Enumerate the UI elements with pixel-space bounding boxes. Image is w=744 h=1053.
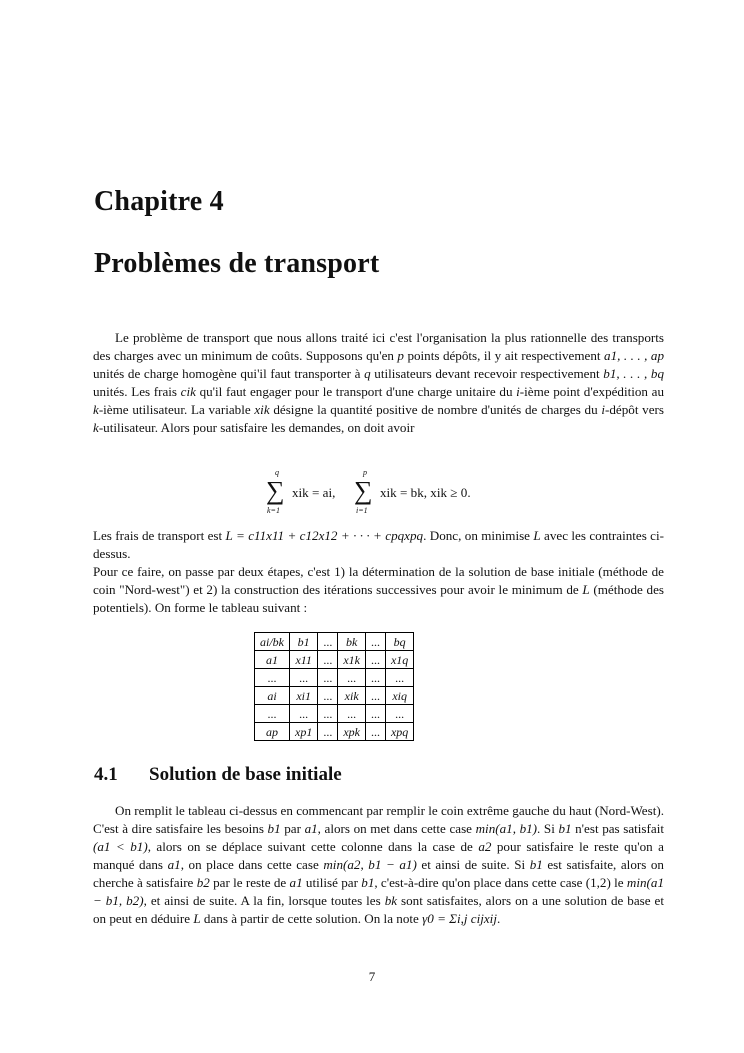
table-cell: ... — [365, 669, 385, 687]
table-cell: ... — [338, 669, 366, 687]
table-cell: xpk — [338, 723, 366, 741]
chapter-title: Problèmes de transport — [94, 248, 380, 279]
sum1-lower: k=1 — [267, 506, 280, 515]
table-cell: xpq — [385, 723, 413, 741]
table-cell: ... — [365, 705, 385, 723]
table-cell: ... — [385, 669, 413, 687]
equation-part2: xik = bk, xik ≥ 0. — [380, 485, 471, 500]
table-row — [255, 651, 414, 669]
table-row — [255, 687, 414, 705]
transport-table — [254, 632, 414, 741]
table-cell: x11 — [290, 651, 318, 669]
table-cell: ... — [365, 633, 385, 651]
sum2-upper: p — [363, 468, 367, 477]
table-cell: bk — [338, 633, 366, 651]
table-row — [255, 705, 414, 723]
table-cell: a1 — [255, 651, 290, 669]
table-cell: ... — [290, 669, 318, 687]
table-cell: ... — [385, 705, 413, 723]
table-cell: ... — [318, 705, 338, 723]
table-cell: ... — [318, 651, 338, 669]
table-cell: ... — [255, 705, 290, 723]
section-number: 4.1 — [94, 764, 118, 785]
chapter-number: Chapitre 4 — [94, 186, 224, 217]
table-cell: ... — [365, 723, 385, 741]
table-cell: ... — [338, 705, 366, 723]
section-body: On remplit le tableau ci-dessus en commencant par remplir le coin extrême gauche du haut (Nord-West). C'est à dire satisfaire les besoins b1 par a1, alors on met dans cette case min(a1, b1). Si b1 n'est pas satisfait (a1 < b1), alors on se déplace suivant cette colonne dans la case de a2 pour satisfaire le reste qu'on a manqué dans a1, on place dans cette case min(a2, b1 − a1) et ainsi de suite. Si b1 est satisfaite, alors on cherche à satisfaire b2 par le reste de a1 utilisé par b1, c'est-à-dire qu'on place dans cette case (1,2) le min(a1 − b1, b2), et ainsi de suite. A la fin, lorsque toutes les bk sont satisfaites, alors on a une solution de base et on peut en déduire L dans à partir de cette solution. On la note γ0 = Σi,j cijxij. — [93, 803, 664, 926]
constraint-equation — [0, 468, 744, 518]
table-cell: ... — [318, 723, 338, 741]
table-cell: ... — [365, 687, 385, 705]
section-title: Solution de base initiale — [149, 764, 342, 785]
table-cell: x1q — [385, 651, 413, 669]
table-row — [255, 669, 414, 687]
sum1-upper: q — [275, 468, 279, 477]
table-cell: ap — [255, 723, 290, 741]
table-cell: ... — [318, 687, 338, 705]
section-heading — [94, 764, 342, 786]
table-cell: ... — [365, 651, 385, 669]
table-cell: ai/bk — [255, 633, 290, 651]
table-header-row — [255, 633, 414, 651]
table-cell: xik — [338, 687, 366, 705]
intro-paragraph: Le problème de transport que nous allons traité ici c'est l'organisation la plus rationnelle des transports des charges avec un minimum de coûts. Supposons qu'en p points dépôts, il y ait respectivement a1, . . . , ap unités de charge homogène qui'il faut transporter à q utilisateurs devant recevoir respectivement b1, . . . , bq unités. Les frais cik qu'il faut engager pour le transport d'une charge unitaire du i-ième point d'expédition au k-ième utilisateur. La variable xik désigne la quantité positive de nombre d'unités de charges du i-dépôt vers k-utilisateur. Alors pour satisfaire les demandes, on doit avoir — [93, 330, 665, 435]
sum1-sigma: ∑ — [266, 476, 285, 505]
table-row — [255, 723, 414, 741]
table-cell: xiq — [385, 687, 413, 705]
table-cell: ... — [318, 669, 338, 687]
table-cell: bq — [385, 633, 413, 651]
sum2-sigma: ∑ — [354, 476, 373, 505]
equation-part1: xik = ai, — [292, 485, 336, 500]
table-cell: b1 — [290, 633, 318, 651]
table-cell: ai — [255, 687, 290, 705]
page-number: 7 — [368, 969, 376, 984]
table-cell: ... — [318, 633, 338, 651]
sum2-lower: i=1 — [356, 506, 368, 515]
cost-paragraph: Les frais de transport est L = c11x11 + c12x12 + · · · + cpqxpq. Donc, on minimise L avec les contraintes ci-dessus. Pour ce faire, on passe par deux étapes, c'est 1) la détermination de la solution de base initiale (méthode de coin "Nord-west") et 2) la construction des itérations successives pour avoir le minimum de L (méthode des potentiels). On forme le tableau suivant : — [93, 528, 664, 615]
table-cell: ... — [255, 669, 290, 687]
table-cell: ... — [290, 705, 318, 723]
table-cell: xi1 — [290, 687, 318, 705]
table-cell: xp1 — [290, 723, 318, 741]
table-cell: x1k — [338, 651, 366, 669]
